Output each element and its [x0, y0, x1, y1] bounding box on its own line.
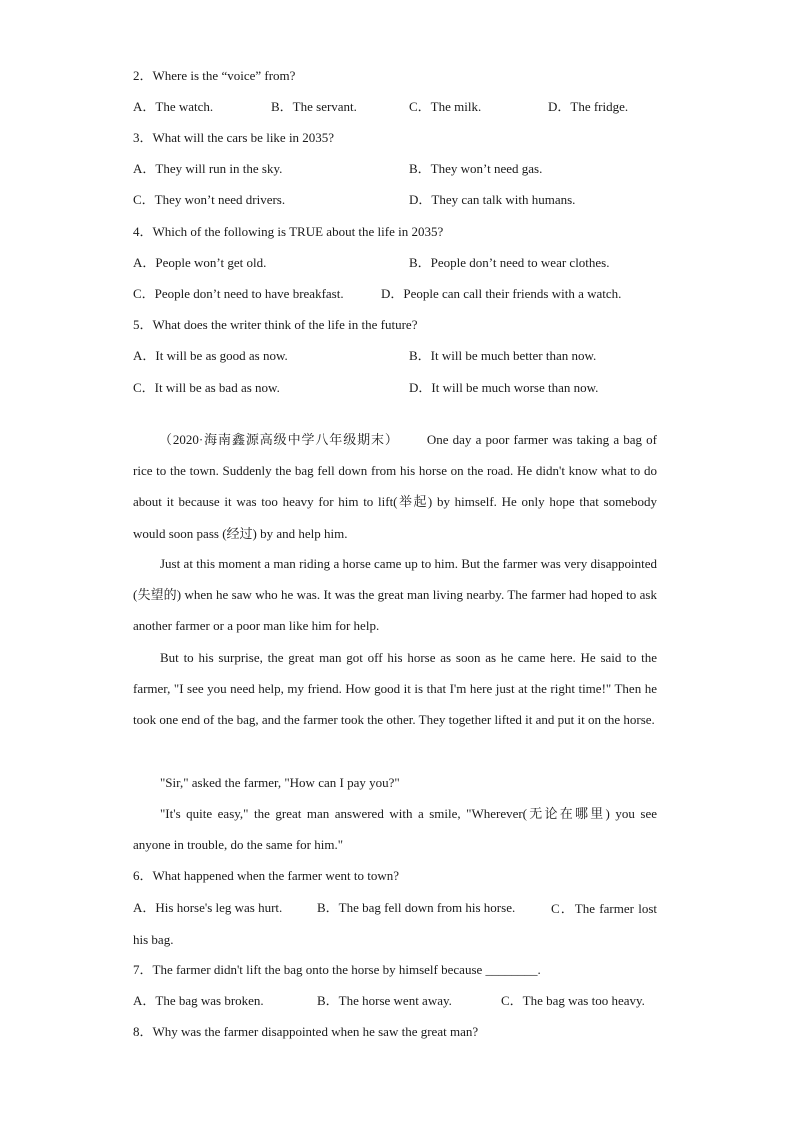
question-6-stem: 6．What happened when the farmer went to town? [133, 868, 400, 883]
question-2-option-a: A．The watch. [133, 99, 214, 114]
question-5-stem: 5．What does the writer think of the life in the future? [133, 317, 418, 332]
question-2-option-c: C．The milk. [409, 99, 482, 114]
question-3-option-b: B．They won’t need gas. [409, 161, 543, 176]
passage-paragraph-1-text: One day a poor farmer was taking a bag of rice to the town. Suddenly the bag fell down from his horse on the road. He didn't know what to do about it because it was too heavy for him to lift(举起) by himself. He only hope that somebody would soon pass (经过) by and help him. [133, 432, 657, 541]
question-7-stem: 7．The farmer didn't lift the bag onto the horse by himself because ________. [133, 962, 541, 977]
question-2-option-b: B．The servant. [271, 99, 357, 114]
passage-source: （2020·海南鑫源高级中学八年级期末） [159, 432, 399, 447]
question-5-option-d: D．It will be much worse than now. [409, 380, 599, 395]
question-3-option-a: A．They will run in the sky. [133, 161, 283, 176]
question-4-option-b: B．People don’t need to wear clothes. [409, 255, 610, 270]
question-4-stem: 4．Which of the following is TRUE about the life in 2035? [133, 224, 444, 239]
passage-paragraph-3: But to his surprise, the great man got off his horse as soon as he came here. He said to the farmer, "I see you need help, my friend. How good it is that I'm here just at the right time!" Then he took one end of the bag, and the farmer took the other. They together lifted it and put it on the horse. [133, 650, 657, 728]
question-7-option-c: C．The bag was too heavy. [501, 993, 645, 1008]
question-3-option-c: C．They won’t need drivers. [133, 192, 286, 207]
question-5-option-a: A．It will be as good as now. [133, 348, 288, 363]
question-3-option-d: D．They can talk with humans. [409, 192, 576, 207]
question-6-option-a: A．His horse's leg was hurt. [133, 900, 283, 915]
question-6-option-c: C．The farmer lost his bag. [133, 901, 657, 947]
passage-paragraph-1 [133, 424, 657, 549]
question-5-option-c: C．It will be as bad as now. [133, 380, 280, 395]
passage-paragraph-5: "It's quite easy," the great man answered with a smile, "Wherever(无论在哪里) you see anyone in trouble, do the same for him." [133, 806, 657, 853]
passage-paragraph-4: "Sir," asked the farmer, "How can I pay you?" [160, 775, 400, 790]
question-4-option-a: A．People won’t get old. [133, 255, 267, 270]
question-6-option-b: B．The bag fell down from his horse. [317, 900, 516, 915]
question-2-option-d: D．The fridge. [548, 99, 629, 114]
question-8-stem: 8．Why was the farmer disappointed when he saw the great man? [133, 1024, 479, 1039]
question-7-option-a: A．The bag was broken. [133, 993, 264, 1008]
question-2-stem: 2．Where is the “voice” from? [133, 68, 296, 83]
question-3-stem: 3．What will the cars be like in 2035? [133, 130, 335, 145]
passage-paragraph-2: Just at this moment a man riding a horse came up to him. But the farmer was very disappointed (失望的) when he saw who he was. It was the great man living nearby. The farmer had hoped to ask another farmer or a poor man like him for help. [133, 556, 657, 634]
question-7-option-b: B．The horse went away. [317, 993, 452, 1008]
question-4-option-c: C．People don’t need to have breakfast. [133, 286, 344, 301]
question-4-option-d: D．People can call their friends with a watch. [381, 286, 622, 301]
question-5-option-b: B．It will be much better than now. [409, 348, 597, 363]
